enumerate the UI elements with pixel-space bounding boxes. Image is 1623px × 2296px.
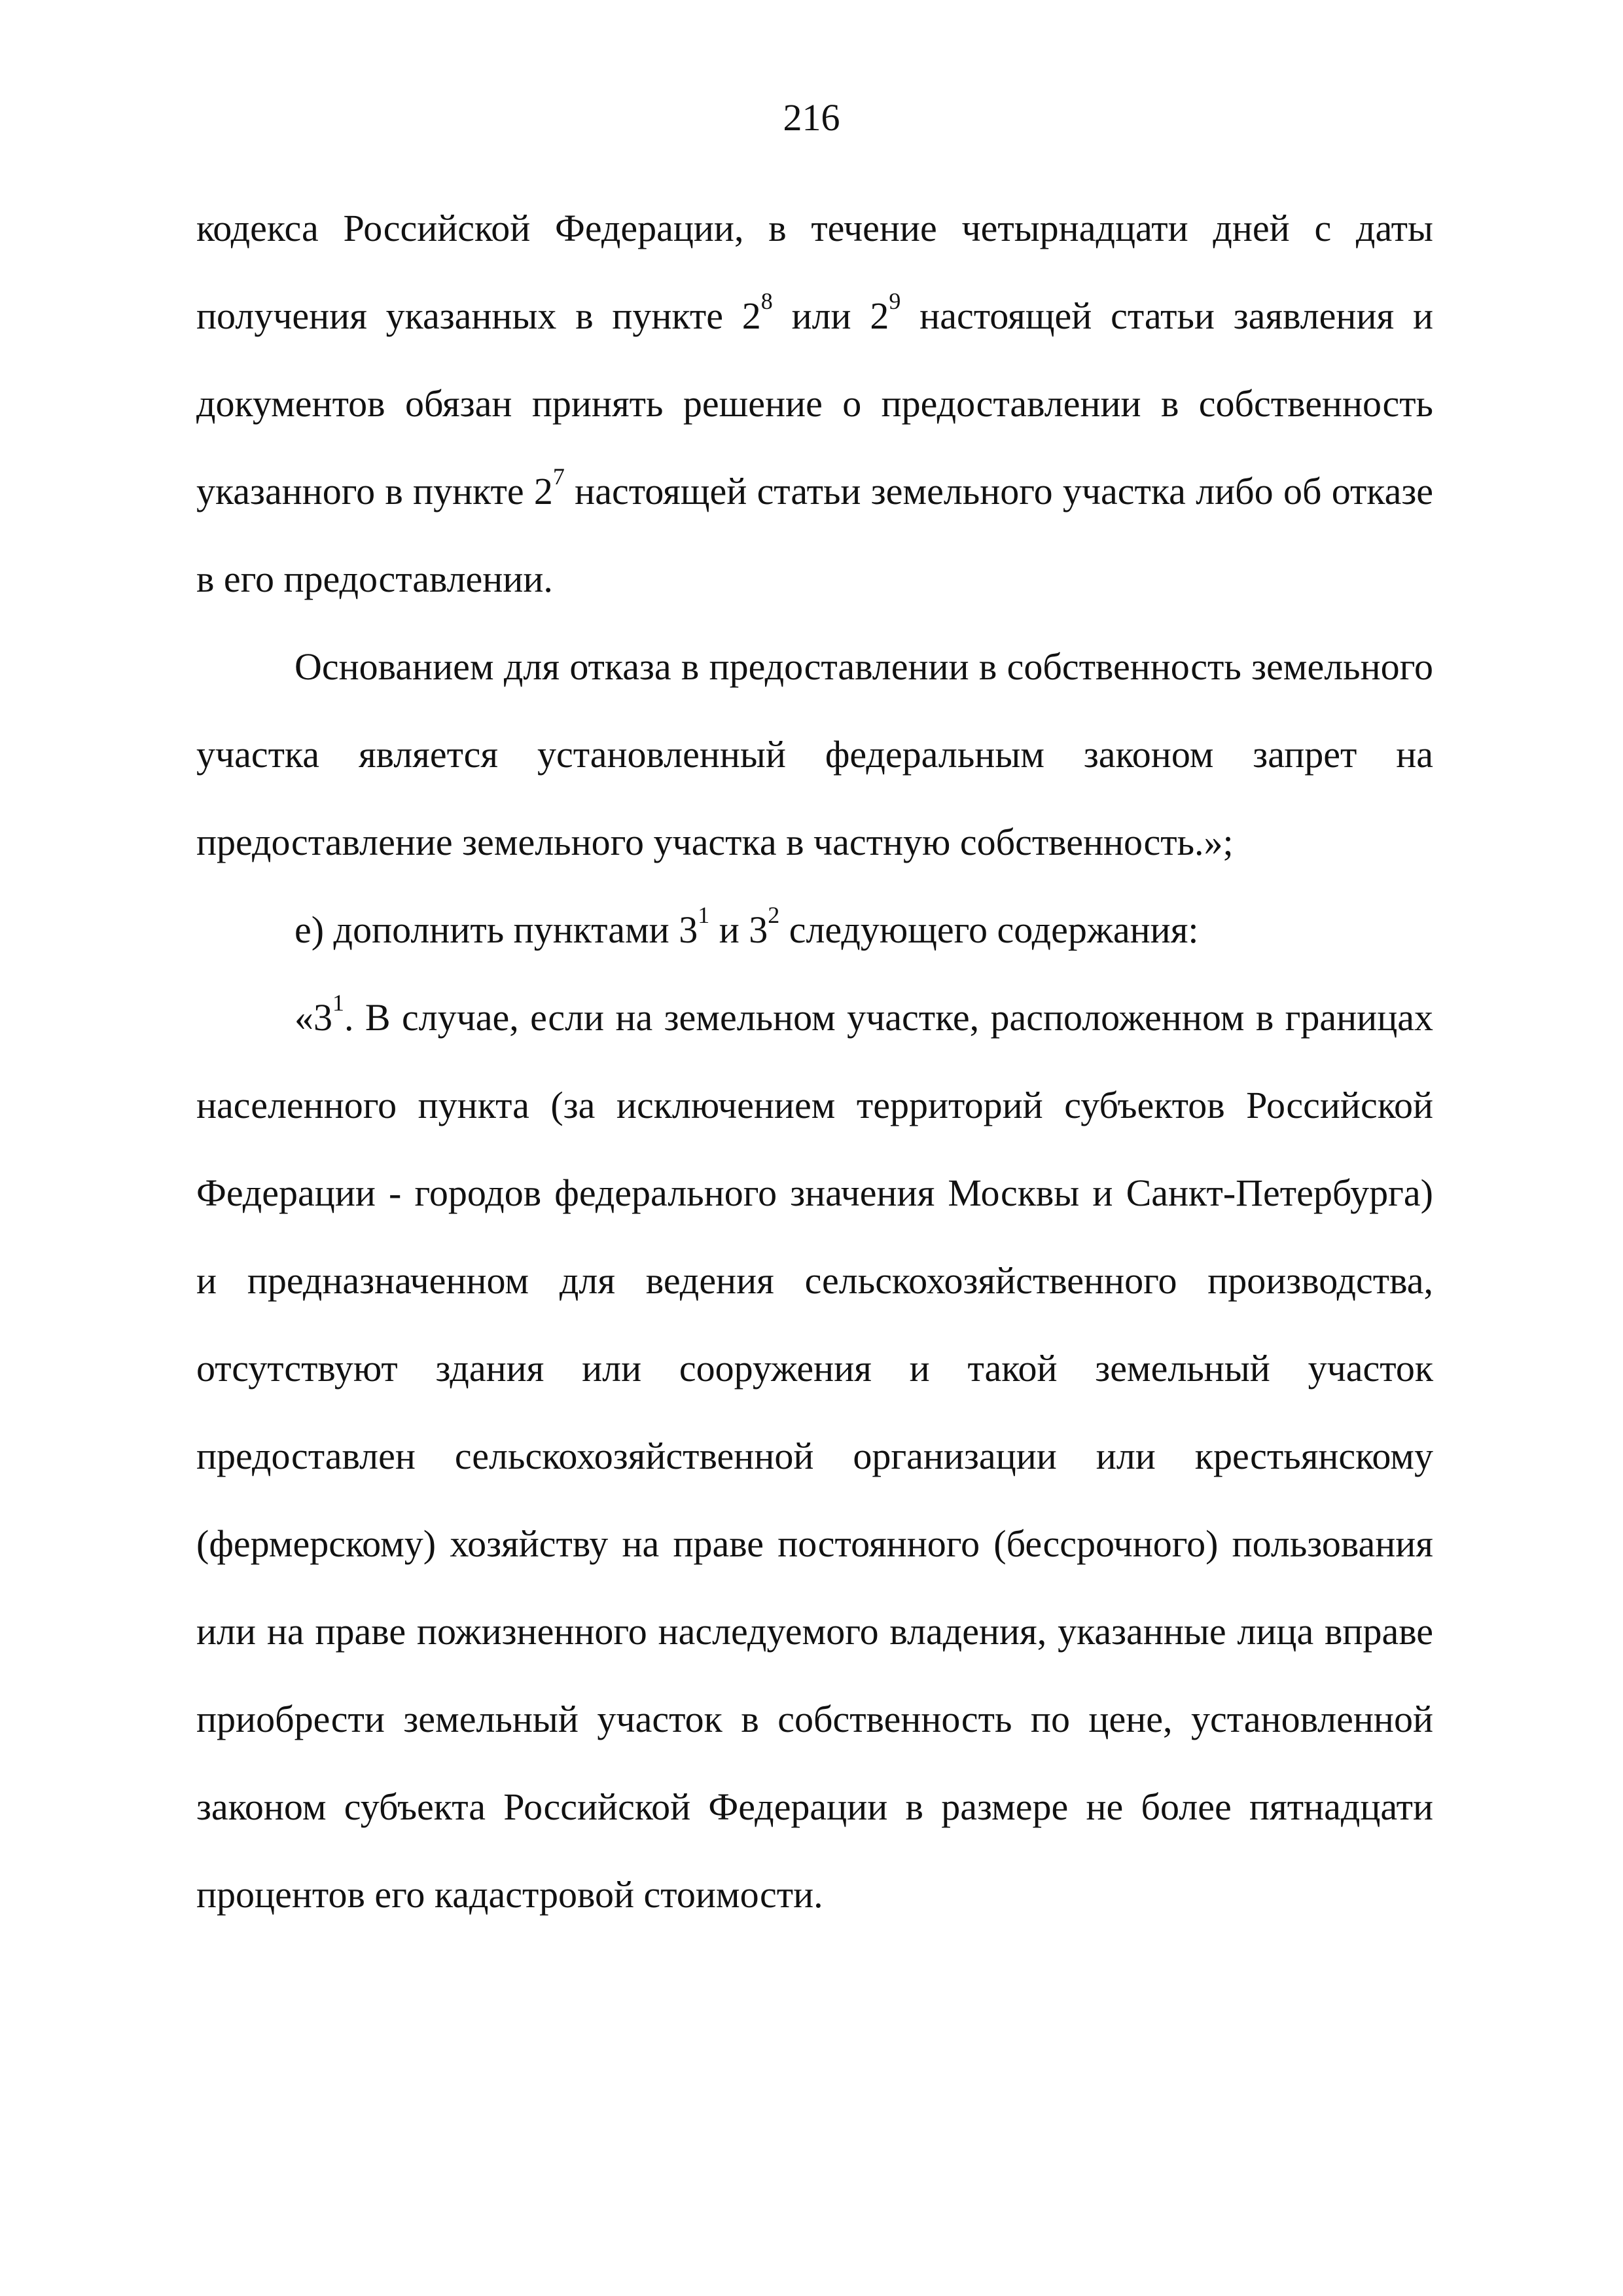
text-span: и 3 — [709, 908, 768, 951]
superscript: 8 — [760, 288, 773, 314]
superscript: 1 — [698, 902, 710, 928]
text-span: «3 — [294, 996, 332, 1039]
text-span: кодекса Российской Федерации, в течение четырнадцати дней с даты получения указанных в пункте 2 — [196, 207, 1433, 337]
text-span: Основанием для отказа в предоставлении в собственность земельного участка является установленный федеральным законом запрет на предоставление земельного участка в частную собственность.»; — [196, 645, 1433, 863]
superscript: 9 — [889, 288, 901, 314]
text-span: настоящей статьи земельного участка либо об отказе в его предоставлении. — [196, 470, 1433, 600]
text-span: или 2 — [772, 295, 889, 337]
paragraph-1 — [196, 185, 1433, 623]
text-span: е) дополнить пунктами 3 — [294, 908, 698, 951]
document-body — [196, 185, 1433, 1939]
paragraph-3 — [196, 886, 1433, 974]
superscript: 7 — [552, 463, 565, 490]
text-span: следующего содержания: — [779, 908, 1199, 951]
page-number: 216 — [783, 96, 840, 139]
superscript: 2 — [768, 902, 780, 928]
paragraph-4 — [196, 974, 1433, 1939]
text-span: . В случае, если на земельном участке, расположенном в границах населенного пункта (за исключением территорий субъектов Российской Федерации - городов федерального значения Москвы и Санкт-Петербурга) и предназначенном для ведения сельскохозяйственного производства, отсутствуют здания или сооружения и такой земельный участок предоставлен сельскохозяйственной организации или крестьянскому (фермерскому) хозяйству на праве постоянного (бессрочного) пользования или на праве пожизненного наследуемого владения, указанные лица вправе приобрести земельный участок в собственность по цене, установленной законом субъекта Российской Федерации в размере не более пятнадцати процентов его кадастровой стоимости. — [196, 996, 1433, 1916]
paragraph-2 — [196, 623, 1433, 886]
text-span: настоящей статьи заявления и документов обязан принять решение о предоставлении в собственность указанного в пункте 2 — [196, 295, 1433, 512]
superscript: 1 — [332, 990, 344, 1016]
